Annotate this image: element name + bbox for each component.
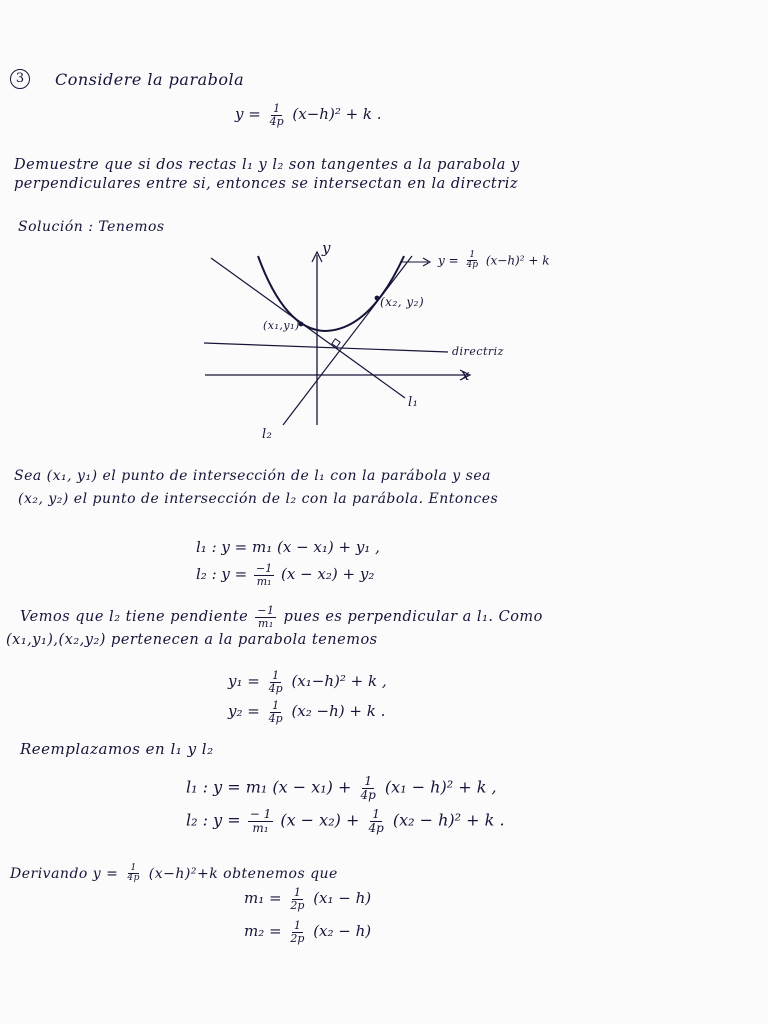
point-1-label: (x₁,y₁) bbox=[263, 319, 300, 332]
directrix-label: directriz bbox=[452, 345, 504, 358]
y-axis-label: y bbox=[322, 239, 331, 257]
line-l1 bbox=[211, 258, 405, 398]
eq-l2 bbox=[196, 563, 374, 587]
eq-y2-den: 4p bbox=[268, 711, 283, 725]
eq-sub-l2-num1: − 1 bbox=[249, 807, 272, 821]
eq-y1 bbox=[228, 670, 387, 694]
eq-sub-l1-num: 1 bbox=[364, 774, 372, 788]
eq-y1-num: 1 bbox=[272, 669, 280, 682]
para4-den: 4p bbox=[127, 873, 140, 884]
point-2-label: (x₂, y₂) bbox=[380, 295, 425, 309]
para3: Reemplazamos en l₁ y l₂ bbox=[20, 740, 214, 758]
para2-line-1 bbox=[20, 605, 543, 629]
eq-sub-l1 bbox=[186, 775, 497, 801]
eq-sub-l2-den1: m₁ bbox=[252, 820, 269, 835]
eq-y2-rhs: (x₂ −h) + k . bbox=[291, 702, 386, 721]
curve-label-num: 1 bbox=[469, 250, 476, 260]
eq-sub-l1-fraction bbox=[359, 775, 378, 801]
eq-m2-fraction bbox=[288, 920, 306, 944]
eq-sub-l1-b: (x₁ − h)² + k , bbox=[384, 777, 497, 797]
eq-sub-l1-a: l₁ : y = m₁ (x − x₁) + bbox=[186, 777, 352, 797]
eq-sub-l2-den2: 4p bbox=[368, 820, 384, 835]
eq-sub-l2-num2: 1 bbox=[372, 807, 380, 821]
solution-intro: Solución : Tenemos bbox=[18, 219, 165, 235]
para4-num: 1 bbox=[130, 863, 137, 873]
para1-line-1: Sea (x₁, y₁) el punto de intersección de l₁ con la parábola y sea bbox=[14, 468, 491, 484]
eq-l2-rhs: (x − x₂) + y₂ bbox=[281, 565, 375, 584]
eq-sub-l2 bbox=[186, 808, 505, 834]
tangent-point-2 bbox=[375, 296, 380, 301]
para2-slope-den: m₁ bbox=[257, 616, 274, 630]
eq-m2-den: 2p bbox=[290, 931, 305, 945]
eq-l2-num: −1 bbox=[256, 562, 273, 575]
eq-y2-lhs: y₂ = bbox=[228, 702, 260, 721]
l1-label: l₁ bbox=[408, 395, 419, 410]
eq-m2-lhs: m₂ = bbox=[244, 922, 282, 941]
eq-l2-fraction bbox=[254, 563, 274, 587]
para4 bbox=[10, 864, 338, 884]
para2-line-2: (x₁,y₁),(x₂,y₂) pertenecen a la parabola tenemos bbox=[6, 632, 378, 648]
statement-line-2: perpendiculares entre si, entonces se intersectan en la directriz bbox=[14, 176, 518, 192]
curve-label-den: 4p bbox=[466, 260, 478, 271]
eq-y1-fraction bbox=[267, 670, 285, 694]
problem-number: 3 bbox=[10, 69, 30, 89]
para2-line-1a: Vemos que l₂ tiene pendiente bbox=[20, 609, 249, 626]
curve-label-fraction bbox=[464, 251, 480, 271]
eq-sub-l2-fraction-1 bbox=[248, 808, 274, 834]
eq-m1-fraction bbox=[288, 887, 306, 911]
eq-sub-l2-b: (x − x₂) + bbox=[280, 810, 360, 830]
eq-m1-num: 1 bbox=[293, 886, 301, 899]
statement-line-1: Demuestre que si dos rectas l₁ y l₂ son tangentes a la parabola y bbox=[14, 157, 520, 173]
eq-l1: l₁ : y = m₁ (x − x₁) + y₁ , bbox=[196, 538, 380, 556]
eq-sub-l2-c: (x₂ − h)² + k . bbox=[392, 810, 505, 830]
para4-b: (x−h)²+k obtenemos que bbox=[148, 865, 338, 882]
problem-intro: Considere la parabola bbox=[55, 70, 245, 89]
eq-y2 bbox=[228, 700, 385, 724]
eq-y1-den: 4p bbox=[268, 681, 283, 695]
l2-label: l₂ bbox=[262, 427, 273, 442]
para1-line-2: (x₂, y₂) el punto de intersección de l₂ con la parábola. Entonces bbox=[18, 491, 499, 507]
para4-fraction bbox=[125, 864, 142, 884]
eq-m2-rhs: (x₂ − h) bbox=[313, 922, 372, 941]
para2-slope-fraction bbox=[255, 605, 276, 629]
formula-num: 1 bbox=[273, 102, 281, 115]
curve-label bbox=[438, 251, 550, 271]
curve-label-rhs: (x−h)² + k bbox=[485, 253, 550, 268]
line-l2 bbox=[283, 256, 412, 425]
formula-lhs: y = bbox=[235, 105, 261, 124]
eq-l2-den: m₁ bbox=[256, 574, 272, 588]
eq-m1-rhs: (x₁ − h) bbox=[313, 889, 372, 908]
eq-y1-rhs: (x₁−h)² + k , bbox=[291, 672, 387, 691]
formula-den: 4p bbox=[269, 114, 284, 128]
para2-line-1b: pues es perpendicular a l₁. Como bbox=[283, 609, 543, 626]
eq-sub-l2-a: l₂ : y = bbox=[186, 810, 241, 830]
eq-m1-den: 2p bbox=[290, 898, 305, 912]
eq-l2-lhs: l₂ : y = bbox=[196, 565, 248, 584]
para2-slope-num: −1 bbox=[257, 604, 275, 617]
eq-y2-fraction bbox=[267, 700, 285, 724]
curve-label-lhs: y = bbox=[438, 253, 459, 268]
eq-y2-num: 1 bbox=[272, 699, 280, 712]
eq-m1-lhs: m₁ = bbox=[244, 889, 282, 908]
eq-m2 bbox=[244, 920, 371, 944]
eq-sub-l2-fraction-2 bbox=[366, 808, 385, 834]
eq-y1-lhs: y₁ = bbox=[228, 672, 260, 691]
formula-rhs: (x−h)² + k . bbox=[292, 105, 382, 124]
x-axis-label: x bbox=[461, 366, 470, 384]
directrix-line bbox=[204, 343, 448, 352]
eq-sub-l1-den: 4p bbox=[360, 787, 376, 802]
para4-a: Derivando y = bbox=[10, 865, 119, 882]
eq-m2-num: 1 bbox=[293, 919, 301, 932]
eq-m1 bbox=[244, 887, 371, 911]
